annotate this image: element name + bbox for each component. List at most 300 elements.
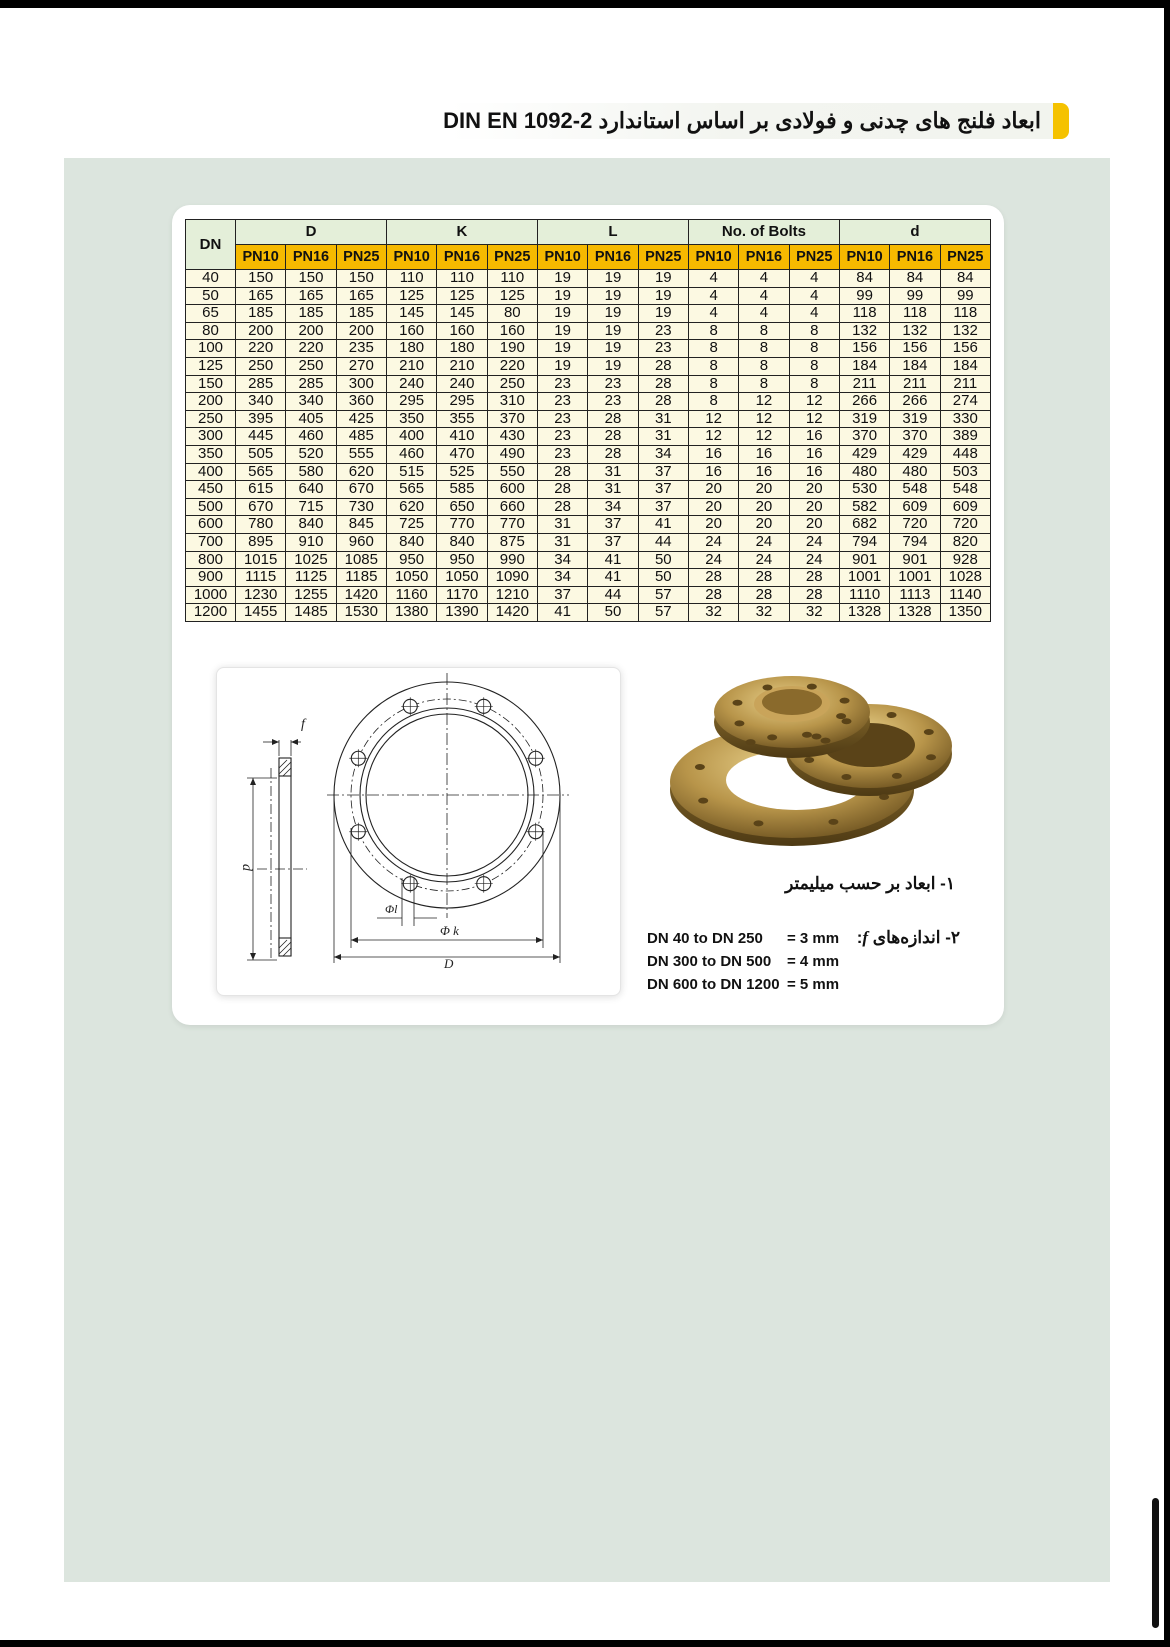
- table-cell: 8: [739, 322, 789, 340]
- dn-cell: 300: [186, 428, 236, 446]
- table-cell: 28: [537, 463, 587, 481]
- table-cell: 285: [236, 375, 286, 393]
- dn-cell: 700: [186, 533, 236, 551]
- table-cell: 503: [940, 463, 990, 481]
- table-cell: 12: [688, 410, 738, 428]
- table-cell: 470: [437, 445, 487, 463]
- table-row: [186, 287, 991, 305]
- table-cell: 8: [789, 375, 839, 393]
- table-cell: 19: [588, 305, 638, 323]
- pressure-class-header: PN25: [336, 245, 386, 270]
- dn-cell: 350: [186, 445, 236, 463]
- table-cell: 99: [839, 287, 889, 305]
- table-row: [186, 270, 991, 288]
- table-cell: 1160: [386, 586, 436, 604]
- table-cell: 24: [688, 551, 738, 569]
- table-cell: 220: [236, 340, 286, 358]
- table-cell: 8: [739, 375, 789, 393]
- photo-bolt-hole: [887, 712, 897, 718]
- table-cell: 32: [739, 604, 789, 622]
- table-cell: 4: [789, 305, 839, 323]
- pressure-class-header: PN25: [487, 245, 537, 270]
- label-l: Φl: [385, 902, 398, 916]
- table-cell: 1230: [236, 586, 286, 604]
- table-cell: 28: [688, 586, 738, 604]
- table-cell: 1090: [487, 569, 537, 587]
- table-cell: 4: [688, 287, 738, 305]
- table-cell: 160: [437, 322, 487, 340]
- table-cell: 1001: [890, 569, 940, 587]
- table-cell: 845: [336, 516, 386, 534]
- table-cell: 300: [336, 375, 386, 393]
- table-cell: 12: [789, 410, 839, 428]
- table-cell: 240: [386, 375, 436, 393]
- table-cell: 19: [537, 270, 587, 288]
- photo-bolt-hole: [876, 760, 886, 766]
- table-cell: 28: [588, 410, 638, 428]
- dn-cell: 100: [186, 340, 236, 358]
- table-cell: 185: [286, 305, 336, 323]
- table-cell: 370: [839, 428, 889, 446]
- table-cell: 23: [537, 428, 587, 446]
- table-cell: 682: [839, 516, 889, 534]
- photo-bolt-hole: [746, 739, 756, 745]
- table-cell: 600: [487, 481, 537, 499]
- table-cell: 8: [789, 357, 839, 375]
- dn-cell: 800: [186, 551, 236, 569]
- group-header: d: [839, 220, 990, 245]
- table-cell: 180: [386, 340, 436, 358]
- dn-cell: 900: [186, 569, 236, 587]
- f-size-value: = 4 mm: [787, 953, 840, 970]
- table-cell: 895: [236, 533, 286, 551]
- table-cell: 1530: [336, 604, 386, 622]
- table-cell: 429: [839, 445, 889, 463]
- table-cell: 19: [588, 357, 638, 375]
- table-cell: 150: [286, 270, 336, 288]
- table-cell: 650: [437, 498, 487, 516]
- table-cell: 8: [688, 357, 738, 375]
- table-cell: 235: [336, 340, 386, 358]
- table-cell: 910: [286, 533, 336, 551]
- table-row: [186, 551, 991, 569]
- table-cell: 180: [437, 340, 487, 358]
- table-cell: 50: [588, 604, 638, 622]
- table-cell: 725: [386, 516, 436, 534]
- f-size-range: DN 600 to DN 1200: [647, 976, 780, 993]
- table-cell: 250: [236, 357, 286, 375]
- table-row: [186, 375, 991, 393]
- table-cell: 220: [487, 357, 537, 375]
- label-k: Φ k: [440, 923, 459, 938]
- table-cell: 355: [437, 410, 487, 428]
- table-cell: 28: [638, 375, 688, 393]
- table-cell: 99: [940, 287, 990, 305]
- table-cell: 84: [940, 270, 990, 288]
- table-cell: 520: [286, 445, 336, 463]
- table-cell: 370: [890, 428, 940, 446]
- photo-bolt-hole: [732, 700, 742, 706]
- table-cell: 285: [286, 375, 336, 393]
- pressure-class-header: PN10: [839, 245, 889, 270]
- table-cell: 4: [739, 287, 789, 305]
- table-cell: 20: [739, 516, 789, 534]
- note-f-symbol: f: [862, 928, 869, 947]
- table-cell: 41: [588, 569, 638, 587]
- table-cell: 901: [890, 551, 940, 569]
- label-f: f: [301, 717, 305, 732]
- table-cell: 620: [386, 498, 436, 516]
- pressure-class-header: PN25: [789, 245, 839, 270]
- table-cell: 23: [537, 375, 587, 393]
- table-cell: 156: [839, 340, 889, 358]
- photo-bolt-hole: [812, 733, 822, 739]
- table-cell: 1028: [940, 569, 990, 587]
- table-cell: 585: [437, 481, 487, 499]
- f-size-row: [647, 953, 839, 970]
- table-pressure-header: [186, 245, 991, 270]
- table-cell: 28: [537, 498, 587, 516]
- flange-technical-drawing: [217, 668, 620, 995]
- table-cell: 19: [588, 270, 638, 288]
- dn-cell: 150: [186, 375, 236, 393]
- table-cell: 12: [739, 410, 789, 428]
- table-cell: 24: [739, 551, 789, 569]
- table-cell: 20: [789, 516, 839, 534]
- dn-header: DN: [186, 220, 236, 270]
- table-cell: 395: [236, 410, 286, 428]
- table-cell: 185: [336, 305, 386, 323]
- table-cell: 266: [890, 393, 940, 411]
- table-cell: 445: [236, 428, 286, 446]
- table-cell: 350: [386, 410, 436, 428]
- table-cell: 609: [940, 498, 990, 516]
- table-cell: 1210: [487, 586, 537, 604]
- table-cell: 12: [789, 393, 839, 411]
- table-cell: 31: [588, 463, 638, 481]
- photo-bolt-hole: [828, 819, 838, 825]
- table-cell: 389: [940, 428, 990, 446]
- table-cell: 1001: [839, 569, 889, 587]
- scrollbar[interactable]: [1152, 1498, 1159, 1628]
- dn-cell: 200: [186, 393, 236, 411]
- table-cell: 548: [940, 481, 990, 499]
- table-cell: 530: [839, 481, 889, 499]
- pressure-class-header: PN16: [588, 245, 638, 270]
- table-cell: 28: [638, 357, 688, 375]
- table-cell: 730: [336, 498, 386, 516]
- table-cell: 19: [638, 305, 688, 323]
- table-cell: 770: [487, 516, 537, 534]
- table-cell: 28: [537, 481, 587, 499]
- table-cell: 211: [839, 375, 889, 393]
- table-cell: 295: [437, 393, 487, 411]
- note-f-sizes: [857, 928, 960, 948]
- f-size-range: DN 40 to DN 250: [647, 930, 763, 947]
- dn-cell: 500: [186, 498, 236, 516]
- table-cell: 184: [940, 357, 990, 375]
- dn-cell: 65: [186, 305, 236, 323]
- table-cell: 41: [638, 516, 688, 534]
- group-header: No. of Bolts: [688, 220, 839, 245]
- table-cell: 16: [789, 445, 839, 463]
- dn-cell: 80: [186, 322, 236, 340]
- table-cell: 57: [638, 586, 688, 604]
- table-cell: 430: [487, 428, 537, 446]
- table-cell: 80: [487, 305, 537, 323]
- table-cell: 20: [739, 481, 789, 499]
- table-cell: 16: [739, 463, 789, 481]
- table-cell: 165: [336, 287, 386, 305]
- table-cell: 23: [638, 322, 688, 340]
- table-cell: 145: [386, 305, 436, 323]
- dn-cell: 50: [186, 287, 236, 305]
- table-cell: 41: [588, 551, 638, 569]
- table-cell: 270: [336, 357, 386, 375]
- table-cell: 4: [739, 305, 789, 323]
- table-cell: 44: [638, 533, 688, 551]
- table-cell: 820: [940, 533, 990, 551]
- table-cell: 20: [688, 498, 738, 516]
- table-cell: 1380: [386, 604, 436, 622]
- table-group-header: [186, 220, 991, 245]
- table-cell: 19: [537, 357, 587, 375]
- table-cell: 19: [588, 322, 638, 340]
- table-cell: 620: [336, 463, 386, 481]
- table-cell: 4: [789, 270, 839, 288]
- flange-dimensions-table: [185, 219, 991, 622]
- table-cell: 19: [537, 322, 587, 340]
- table-cell: 490: [487, 445, 537, 463]
- table-cell: 28: [638, 393, 688, 411]
- photo-bolt-hole: [695, 764, 705, 770]
- table-cell: 295: [386, 393, 436, 411]
- table-cell: 1485: [286, 604, 336, 622]
- photo-bolt-hole: [753, 820, 763, 826]
- note-f-prefix: ۲- اندازه‌های: [872, 928, 960, 947]
- photo-bolt-hole: [821, 738, 831, 744]
- table-cell: 16: [789, 428, 839, 446]
- table-cell: 250: [487, 375, 537, 393]
- table-cell: 990: [487, 551, 537, 569]
- table-cell: 16: [688, 463, 738, 481]
- table-row: [186, 463, 991, 481]
- table-cell: 670: [336, 481, 386, 499]
- table-cell: 1085: [336, 551, 386, 569]
- table-row: [186, 410, 991, 428]
- table-cell: 1113: [890, 586, 940, 604]
- title-accent-tab: [1053, 103, 1069, 139]
- table-cell: 1455: [236, 604, 286, 622]
- pressure-class-header: PN10: [537, 245, 587, 270]
- pressure-class-header: PN16: [437, 245, 487, 270]
- table-cell: 12: [688, 428, 738, 446]
- table-cell: 31: [537, 516, 587, 534]
- table-cell: 460: [386, 445, 436, 463]
- pressure-class-header: PN10: [236, 245, 286, 270]
- table-cell: 125: [437, 287, 487, 305]
- table-cell: 99: [890, 287, 940, 305]
- table-cell: 1390: [437, 604, 487, 622]
- table-row: [186, 498, 991, 516]
- table-row: [186, 445, 991, 463]
- table-cell: 1185: [336, 569, 386, 587]
- table-cell: 660: [487, 498, 537, 516]
- table-cell: 37: [588, 516, 638, 534]
- table-cell: 19: [537, 340, 587, 358]
- table-cell: 37: [638, 498, 688, 516]
- table-row: [186, 322, 991, 340]
- table-cell: 8: [739, 340, 789, 358]
- table-cell: 1420: [336, 586, 386, 604]
- table-cell: 34: [638, 445, 688, 463]
- table-cell: 1025: [286, 551, 336, 569]
- flange-drawing: [216, 667, 621, 996]
- table-cell: 480: [839, 463, 889, 481]
- title-bar: [443, 103, 1069, 139]
- table-cell: 31: [537, 533, 587, 551]
- dn-cell: 1000: [186, 586, 236, 604]
- table-cell: 582: [839, 498, 889, 516]
- table-row: [186, 357, 991, 375]
- table-cell: 1170: [437, 586, 487, 604]
- note-f-suffix: :: [856, 928, 863, 947]
- table-cell: 720: [890, 516, 940, 534]
- table-cell: 950: [386, 551, 436, 569]
- table-cell: 670: [236, 498, 286, 516]
- table-row: [186, 516, 991, 534]
- table-cell: 41: [537, 604, 587, 622]
- table-row: [186, 586, 991, 604]
- table-cell: 190: [487, 340, 537, 358]
- table-cell: 1050: [386, 569, 436, 587]
- table-cell: 480: [890, 463, 940, 481]
- table-cell: 901: [839, 551, 889, 569]
- table-cell: 425: [336, 410, 386, 428]
- table-cell: 400: [386, 428, 436, 446]
- group-header: D: [236, 220, 387, 245]
- table-cell: 525: [437, 463, 487, 481]
- table-row: [186, 305, 991, 323]
- table-cell: 156: [940, 340, 990, 358]
- table-cell: 1350: [940, 604, 990, 622]
- label-d: d: [239, 864, 254, 871]
- table-cell: 875: [487, 533, 537, 551]
- dn-cell: 1200: [186, 604, 236, 622]
- table-cell: 550: [487, 463, 537, 481]
- table-cell: 184: [890, 357, 940, 375]
- pressure-class-header: PN25: [940, 245, 990, 270]
- table-cell: 429: [890, 445, 940, 463]
- pressure-class-header: PN16: [286, 245, 336, 270]
- group-header: L: [537, 220, 688, 245]
- table-row: [186, 393, 991, 411]
- table-cell: 1420: [487, 604, 537, 622]
- table-cell: 1110: [839, 586, 889, 604]
- table-cell: 210: [386, 357, 436, 375]
- table-cell: 160: [487, 322, 537, 340]
- table-cell: 28: [588, 428, 638, 446]
- table-cell: 715: [286, 498, 336, 516]
- table-cell: 50: [638, 569, 688, 587]
- table-cell: 19: [588, 287, 638, 305]
- flange-photo: [664, 672, 964, 872]
- table-cell: 31: [588, 481, 638, 499]
- photo-bolt-hole: [804, 757, 814, 763]
- table-cell: 8: [789, 322, 839, 340]
- pressure-class-header: PN25: [638, 245, 688, 270]
- dn-cell: 450: [186, 481, 236, 499]
- f-size-value: = 3 mm: [787, 930, 840, 947]
- table-cell: 23: [537, 445, 587, 463]
- table-cell: 44: [588, 586, 638, 604]
- table-cell: 200: [336, 322, 386, 340]
- table-cell: 4: [739, 270, 789, 288]
- table-cell: 150: [336, 270, 386, 288]
- table-cell: 125: [386, 287, 436, 305]
- table-cell: 1115: [236, 569, 286, 587]
- f-size-row: [647, 976, 839, 993]
- table-row: [186, 533, 991, 551]
- table-cell: 37: [588, 533, 638, 551]
- table-cell: 110: [386, 270, 436, 288]
- table-cell: 57: [638, 604, 688, 622]
- table-cell: 32: [789, 604, 839, 622]
- table-cell: 160: [386, 322, 436, 340]
- table-cell: 132: [940, 322, 990, 340]
- table-cell: 16: [789, 463, 839, 481]
- table-cell: 1050: [437, 569, 487, 587]
- table-cell: 156: [890, 340, 940, 358]
- table-cell: 19: [537, 287, 587, 305]
- table-cell: 960: [336, 533, 386, 551]
- table-cell: 24: [688, 533, 738, 551]
- table-cell: 150: [236, 270, 286, 288]
- table-cell: 145: [437, 305, 487, 323]
- photo-bolt-hole: [807, 684, 817, 690]
- pressure-class-header: PN10: [386, 245, 436, 270]
- table-cell: 565: [386, 481, 436, 499]
- table-row: [186, 340, 991, 358]
- table-cell: 28: [789, 586, 839, 604]
- table-cell: 485: [336, 428, 386, 446]
- table-cell: 266: [839, 393, 889, 411]
- f-size-range: DN 300 to DN 500: [647, 953, 772, 970]
- table-cell: 118: [940, 305, 990, 323]
- table-cell: 640: [286, 481, 336, 499]
- table-cell: 84: [839, 270, 889, 288]
- table-cell: 110: [437, 270, 487, 288]
- table-cell: 8: [789, 340, 839, 358]
- table-cell: 310: [487, 393, 537, 411]
- photo-bolt-hole: [767, 734, 777, 740]
- table-cell: 319: [890, 410, 940, 428]
- table-cell: 19: [638, 287, 688, 305]
- table-cell: 12: [739, 428, 789, 446]
- table-cell: 84: [890, 270, 940, 288]
- page-title: ابعاد فلنج های چدنی و فولادی بر اساس استاندارد DIN EN 1092-2: [443, 108, 1041, 133]
- photo-bolt-hole: [840, 698, 850, 704]
- table-cell: 16: [688, 445, 738, 463]
- table-cell: 20: [688, 516, 738, 534]
- table-cell: 50: [638, 551, 688, 569]
- pressure-class-header: PN16: [890, 245, 940, 270]
- table-cell: 132: [890, 322, 940, 340]
- table-cell: 20: [739, 498, 789, 516]
- table-cell: 118: [890, 305, 940, 323]
- table-cell: 840: [286, 516, 336, 534]
- table-cell: 110: [487, 270, 537, 288]
